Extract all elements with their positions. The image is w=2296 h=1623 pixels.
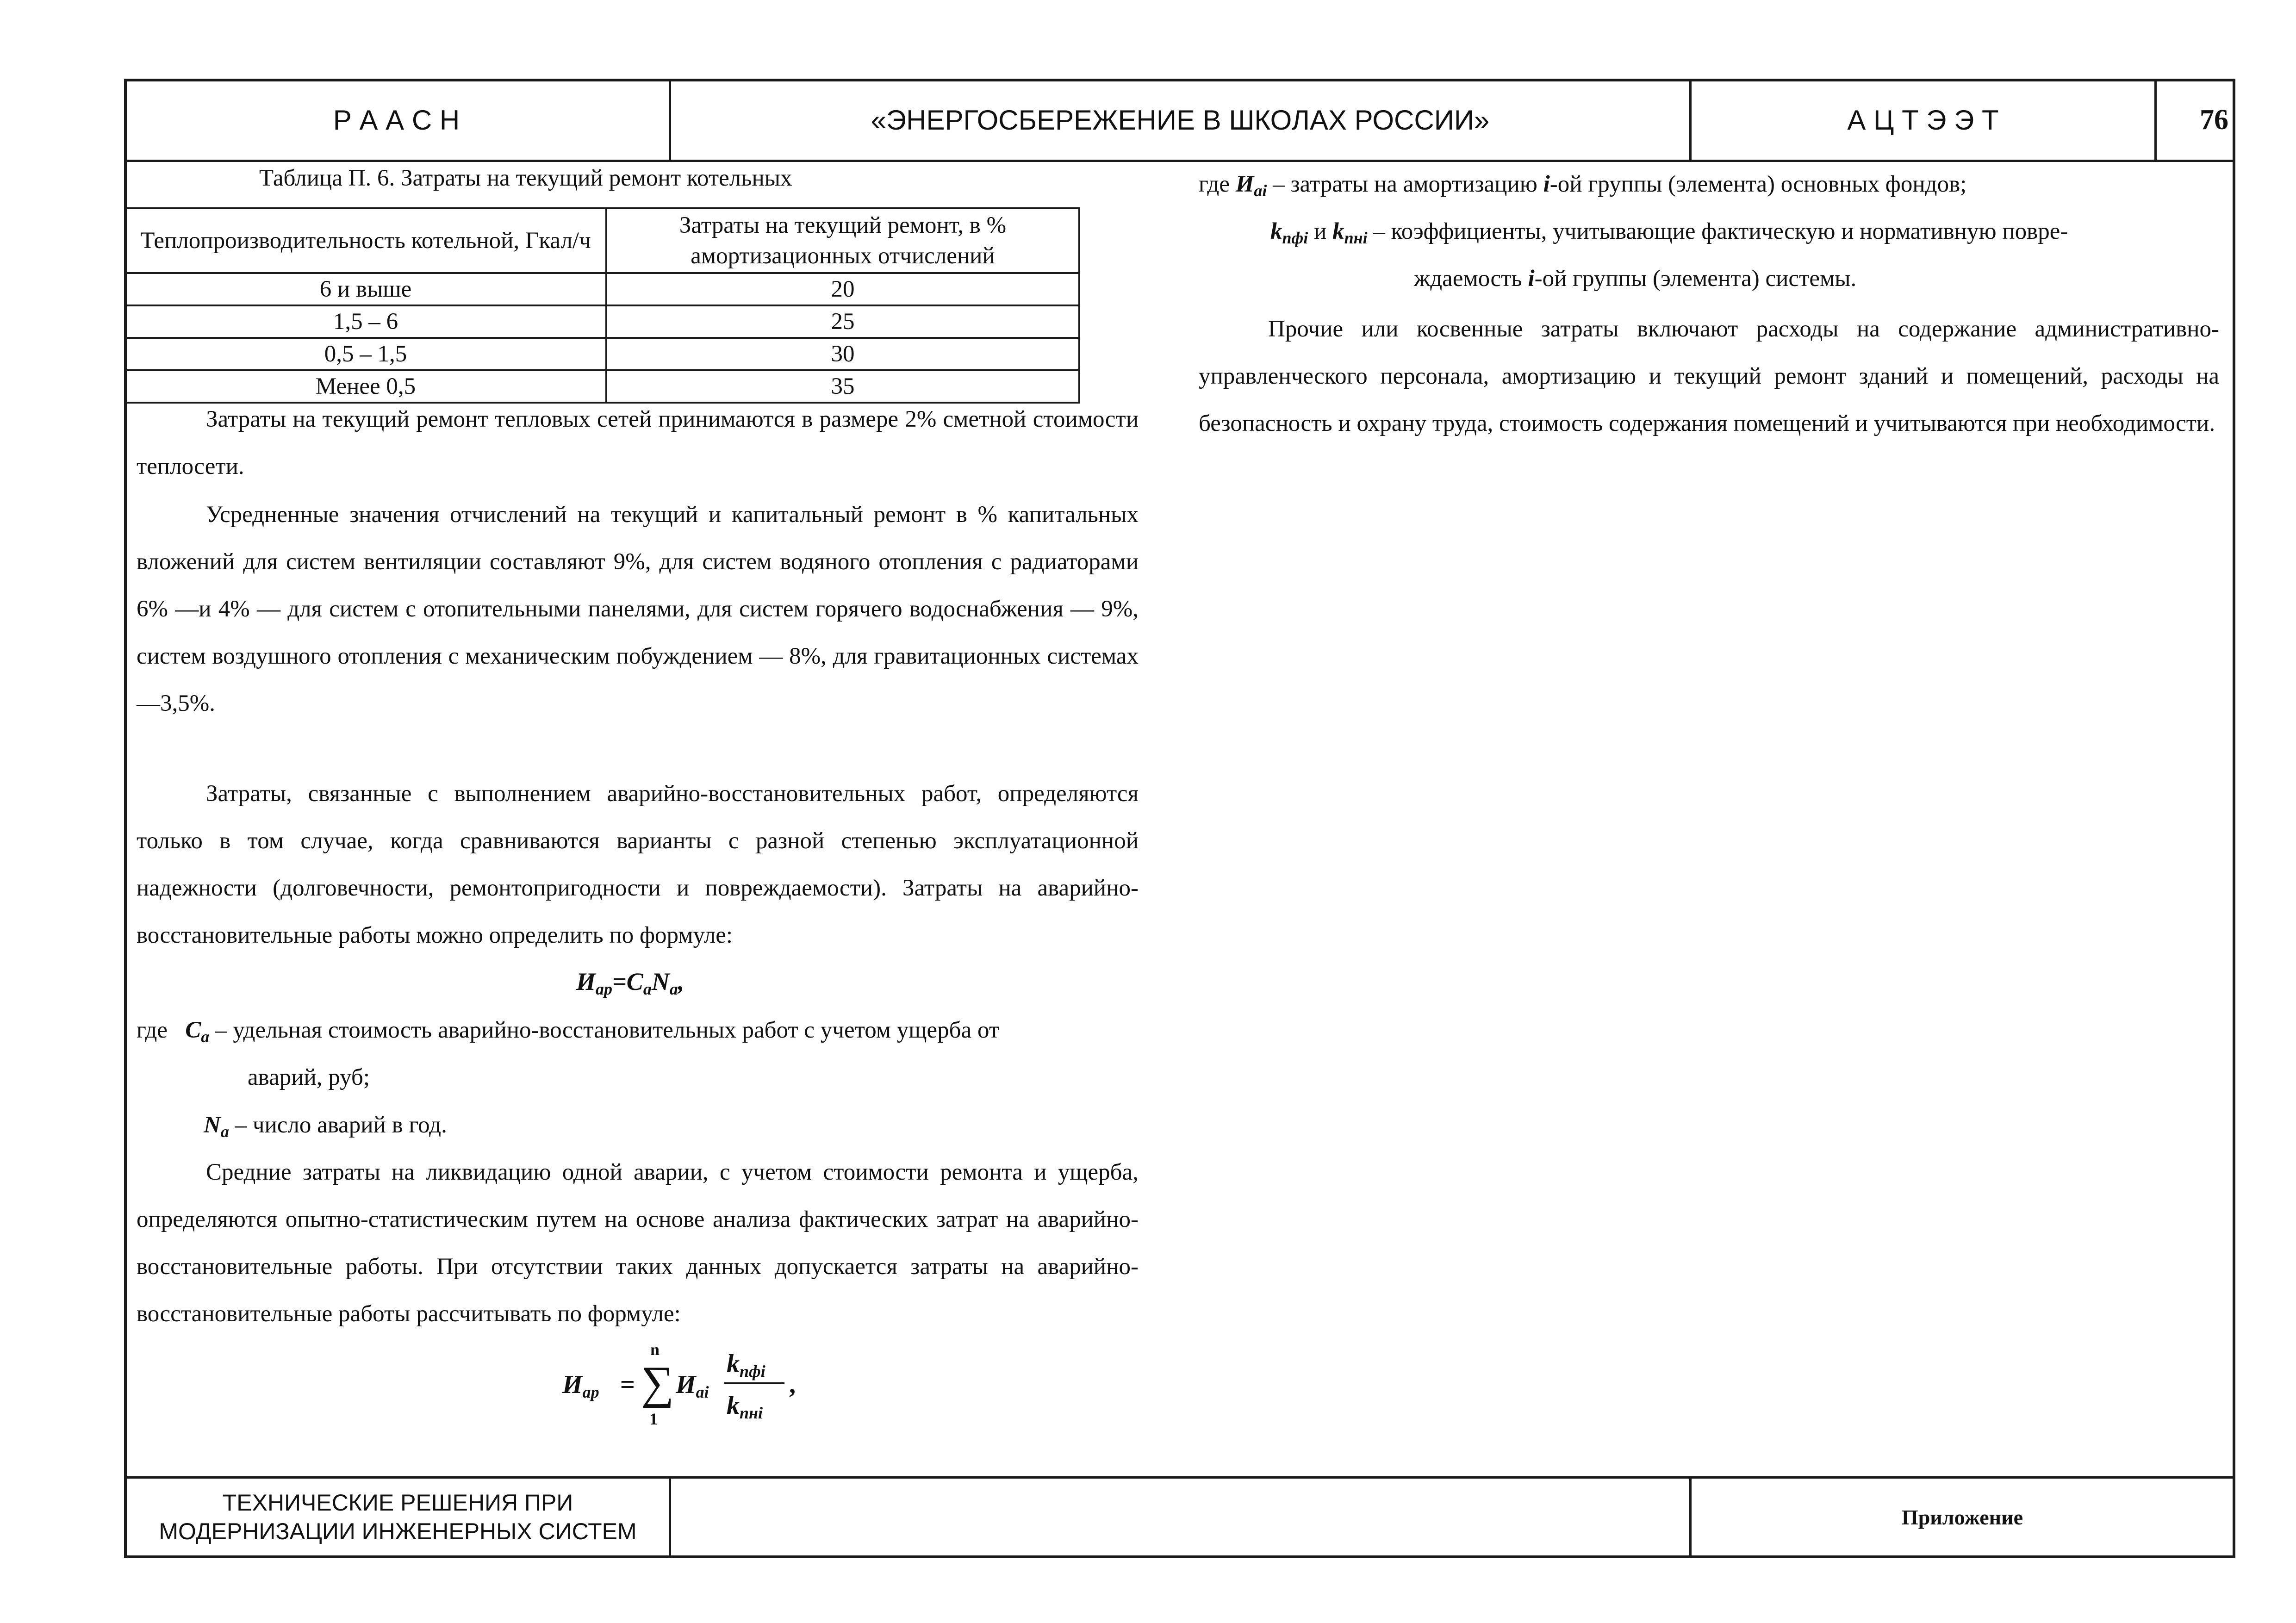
- page-number: 76: [2200, 104, 2228, 136]
- formula-emergency-cost: $И_{ар}=C_aN_a$,: [576, 968, 684, 998]
- header-title: «ЭНЕРГОСБЕРЕЖЕНИЕ В ШКОЛАХ РОССИИ»: [871, 104, 1490, 136]
- table-cell-capacity: 6 и выше: [125, 273, 606, 305]
- paragraph-average-accident-cost: Средние затраты на ликвидацию одной аварии, с учетом стоимости ремонта и ущерба, определяются опытно-статистическим путем на основе анализа фактических затрат на аварийно-восстановительные работы. При отсутствии таких данных допускается затраты на аварийно-восстановительные работы рассчитывать по формуле:: [137, 1159, 1139, 1327]
- repair-cost-table: [124, 207, 1080, 404]
- table-cell-cost: 30: [606, 338, 1079, 370]
- table-cell-capacity: Менее 0,5: [125, 370, 606, 403]
- where-ca-line: где $C_a$ – удельная стоимость аварийно-восстановительных работ с учетом ущерба от: [137, 1017, 1000, 1046]
- header-org-left: Р А А С Н: [333, 104, 460, 136]
- where-na-line: $N_a$ – число аварий в год.: [204, 1112, 447, 1141]
- table-cell-cost: 25: [606, 305, 1079, 338]
- table-caption: Таблица П. 6. Затраты на текущий ремонт котельных: [259, 165, 792, 191]
- footer-project-title: ТЕХНИЧЕСКИЕ РЕШЕНИЯ ПРИ МОДЕРНИЗАЦИИ ИНЖЕНЕРНЫХ СИСТЕМ: [159, 1490, 637, 1544]
- where-ca-continuation: аварий, руб;: [248, 1064, 370, 1090]
- table-cell-capacity: 1,5 – 6: [125, 305, 606, 338]
- table-row: [125, 305, 1079, 338]
- where-k-line: $k_{пфi}$ и $k_{пнi}$ – коэффициенты, учитывающие фактическую и нормативную повре-: [1270, 218, 2068, 247]
- header-org-right: А Ц Т Э Э Т: [1847, 104, 1999, 136]
- table-cell-cost: 35: [606, 370, 1079, 403]
- where-iai-line: где $И_{ai}$ – затраты на амортизацию i-ой группы (элемента) основных фондов;: [1199, 171, 1967, 200]
- table-row: [125, 273, 1079, 305]
- table-header-capacity: Теплопроизводительность котельной, Гкал/ч: [125, 208, 606, 273]
- table-row: [125, 338, 1079, 370]
- footer-center-cell: [671, 1478, 1689, 1556]
- footer-appendix-label: Приложение: [1901, 1505, 2023, 1529]
- table-cell-capacity: 0,5 – 1,5: [125, 338, 606, 370]
- table-header-cost: Затраты на текущий ремонт, в % амортизационных отчислений: [606, 208, 1079, 273]
- table-header-row: [125, 208, 1079, 273]
- formula-emergency-sum: $И_{ар}$ = n ∑ 1 $И_{ai}$ $k_{пфi}$ $k_{пнi}$ ,: [562, 1340, 796, 1428]
- where-k-continuation: ждаемость i-ой группы (элемента) системы.: [1414, 266, 1857, 292]
- paragraph-emergency-costs: Затраты, связанные с выполнением аварийно-восстановительных работ, определяются только в том случае, когда сравниваются варианты с разной степенью эксплуатационной надежности (долговечности, ремонтопригодности и повреждаемости). Затраты на аварийно-восстановительные работы можно определить по формуле:: [137, 781, 1139, 948]
- paragraph-heat-network-repair: Затраты на текущий ремонт тепловых сетей принимаются в размере 2% сметной стоимости теплосети.: [137, 406, 1139, 479]
- paragraph-average-deductions: Усредненные значения отчислений на текущий и капитальный ремонт в % капитальных вложений для систем вентиляции составляют 9%, для систем водяного отопления с радиаторами 6% —и 4% — для систем с отопительными панелями, для систем горячего водоснабжения — 9%, систем воздушного отопления с механическим побуждением — 8%, для гравитационных системах —3,5%.: [137, 502, 1139, 716]
- paragraph-indirect-costs: Прочие или косвенные затраты включают расходы на содержание административно-управленческого персонала, амортизацию и текущий ремонт зданий и помещений, расходы на безопасность и охрану труда, стоимость содержания помещений и учитываются при необходимости.: [1199, 316, 2219, 436]
- table-cell-cost: 20: [606, 273, 1079, 305]
